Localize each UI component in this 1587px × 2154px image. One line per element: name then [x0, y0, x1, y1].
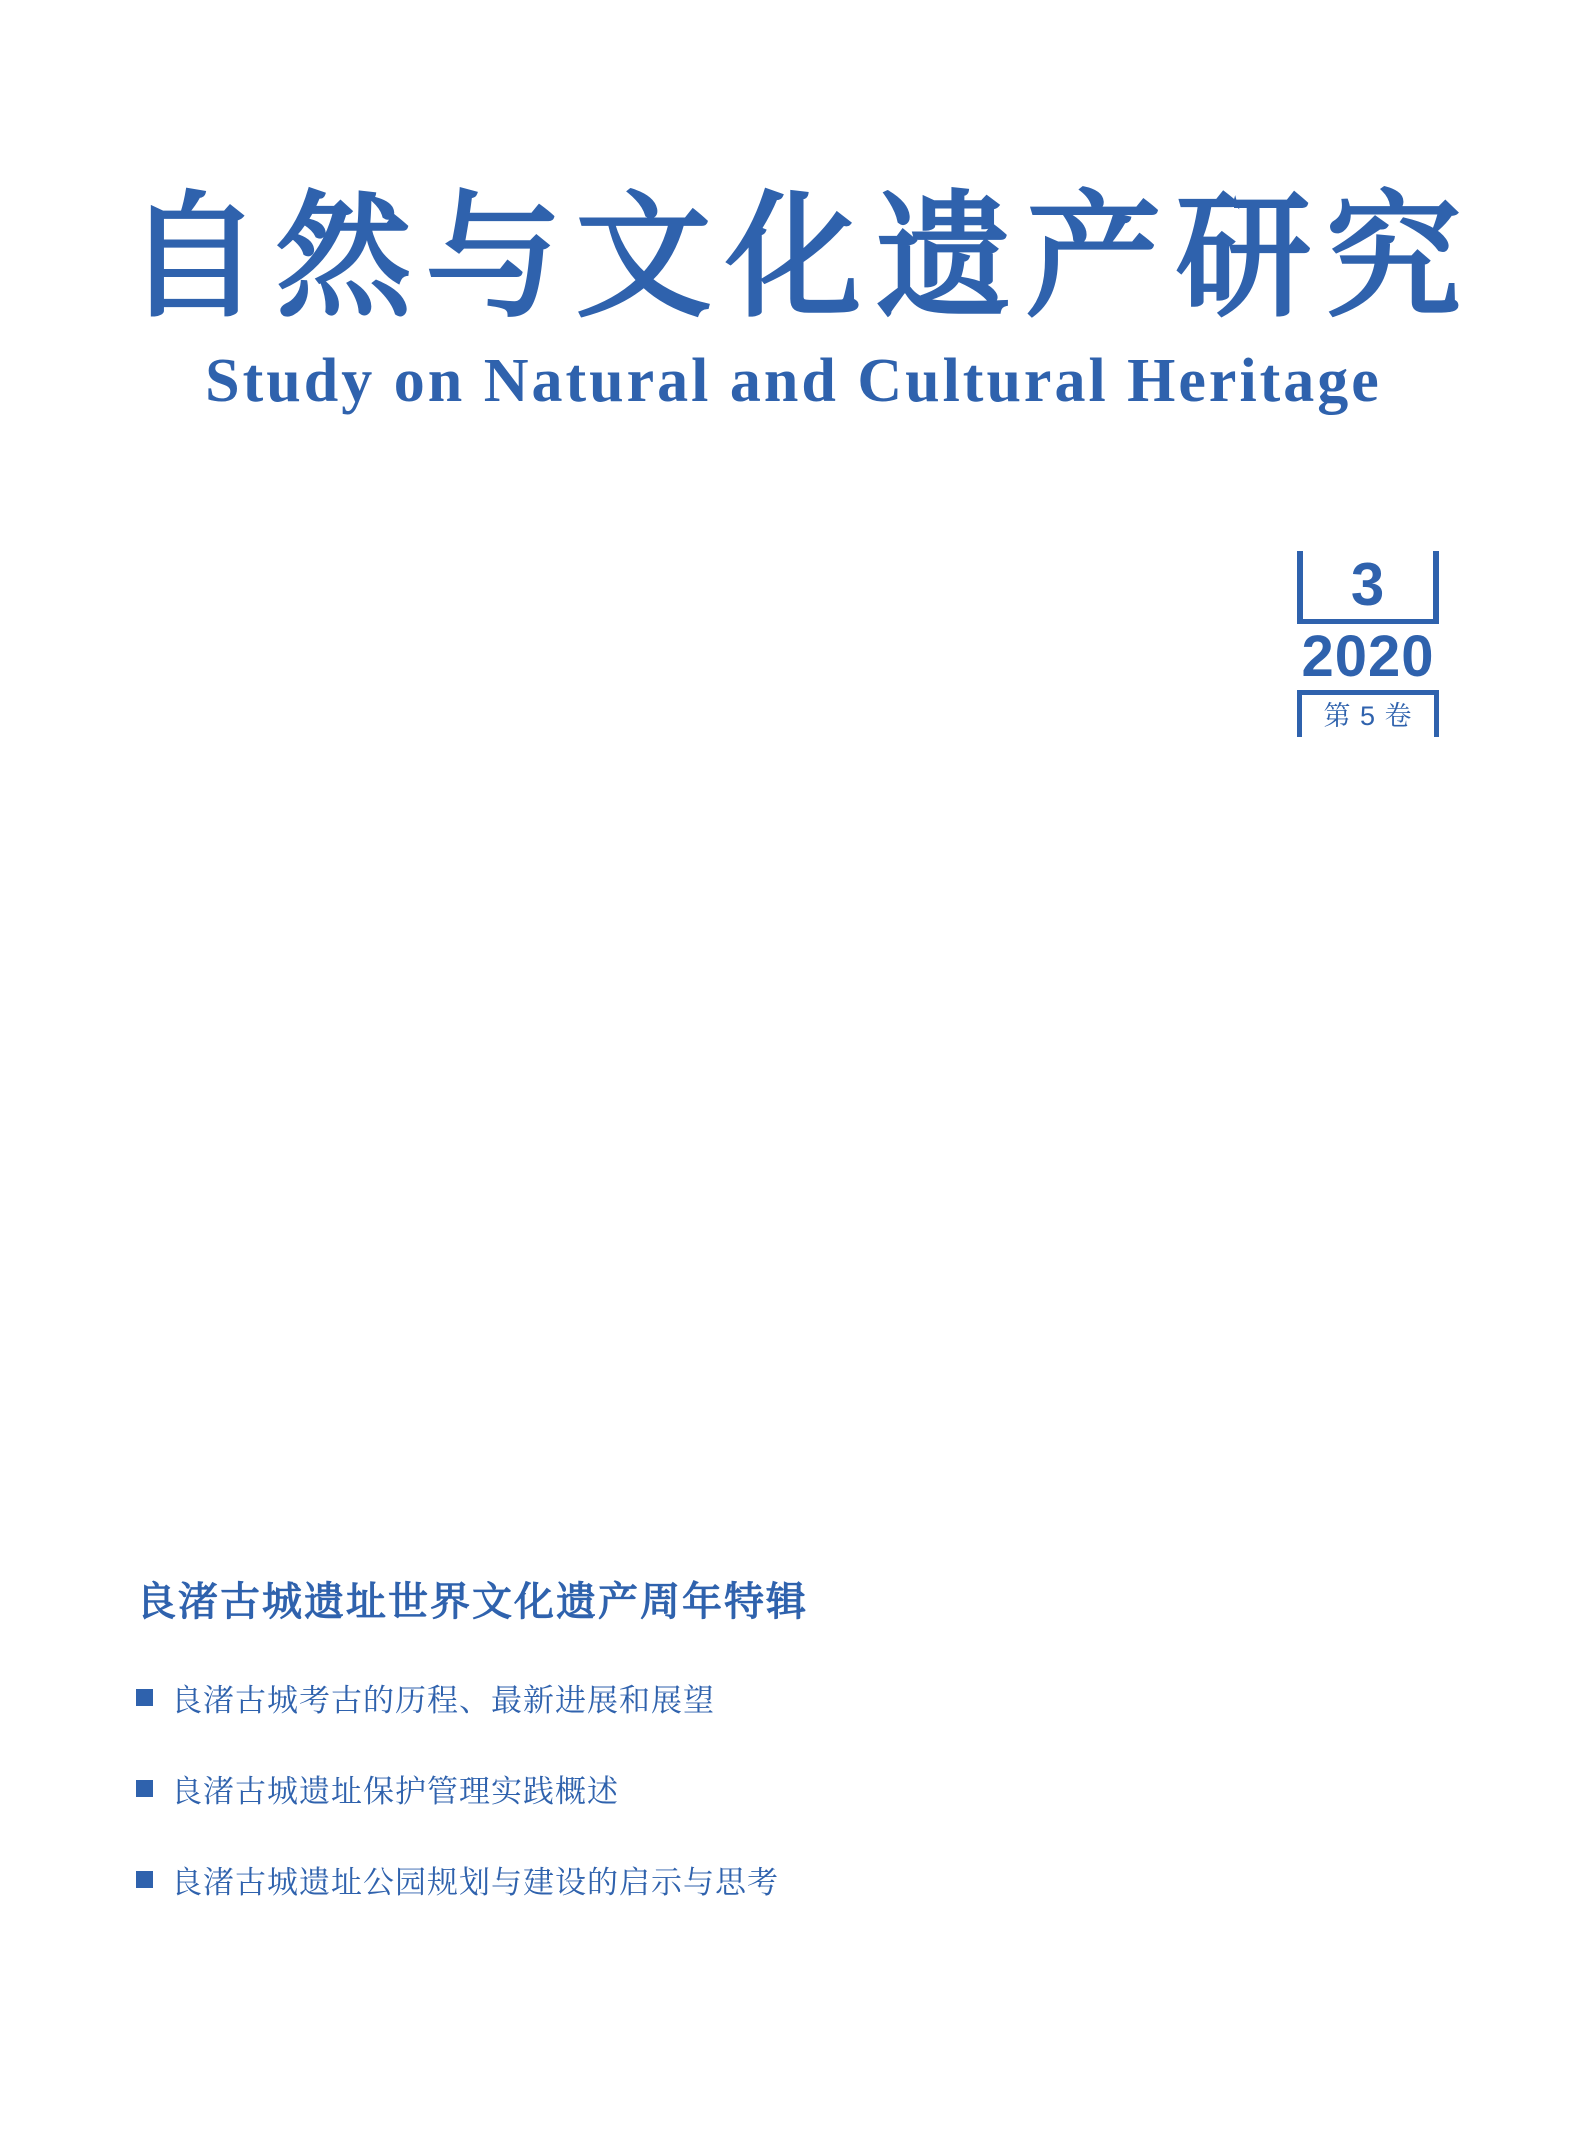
list-item: [136, 1857, 1236, 1902]
issue-number: 3: [1297, 551, 1439, 619]
square-bullet-icon: [136, 1871, 153, 1888]
issue-volume: 第 5 卷: [1297, 695, 1439, 737]
list-item: [136, 1766, 1236, 1811]
masthead: [0, 181, 1587, 415]
journal-title-chinese: 自然与文化遗产研究: [125, 181, 1476, 333]
feature-section-title: 良渚古城遗址世界文化遗产周年特辑: [136, 1580, 808, 1624]
square-bullet-icon: [136, 1780, 153, 1797]
feature-article-title: 良渚古城遗址公园规划与建设的启示与思考: [171, 1865, 779, 1900]
list-item: [136, 1675, 1236, 1720]
feature-section: [136, 1570, 1236, 1948]
feature-article-list: [136, 1675, 1236, 1902]
journal-title-english: Study on Natural and Cultural Heritage: [205, 346, 1382, 415]
feature-article-title: 良渚古城考古的历程、最新进展和展望: [171, 1683, 715, 1718]
square-bullet-icon: [136, 1689, 153, 1706]
issue-year: 2020: [1297, 619, 1439, 695]
feature-article-title: 良渚古城遗址保护管理实践概述: [171, 1774, 619, 1809]
issue-badge: [1297, 551, 1439, 737]
